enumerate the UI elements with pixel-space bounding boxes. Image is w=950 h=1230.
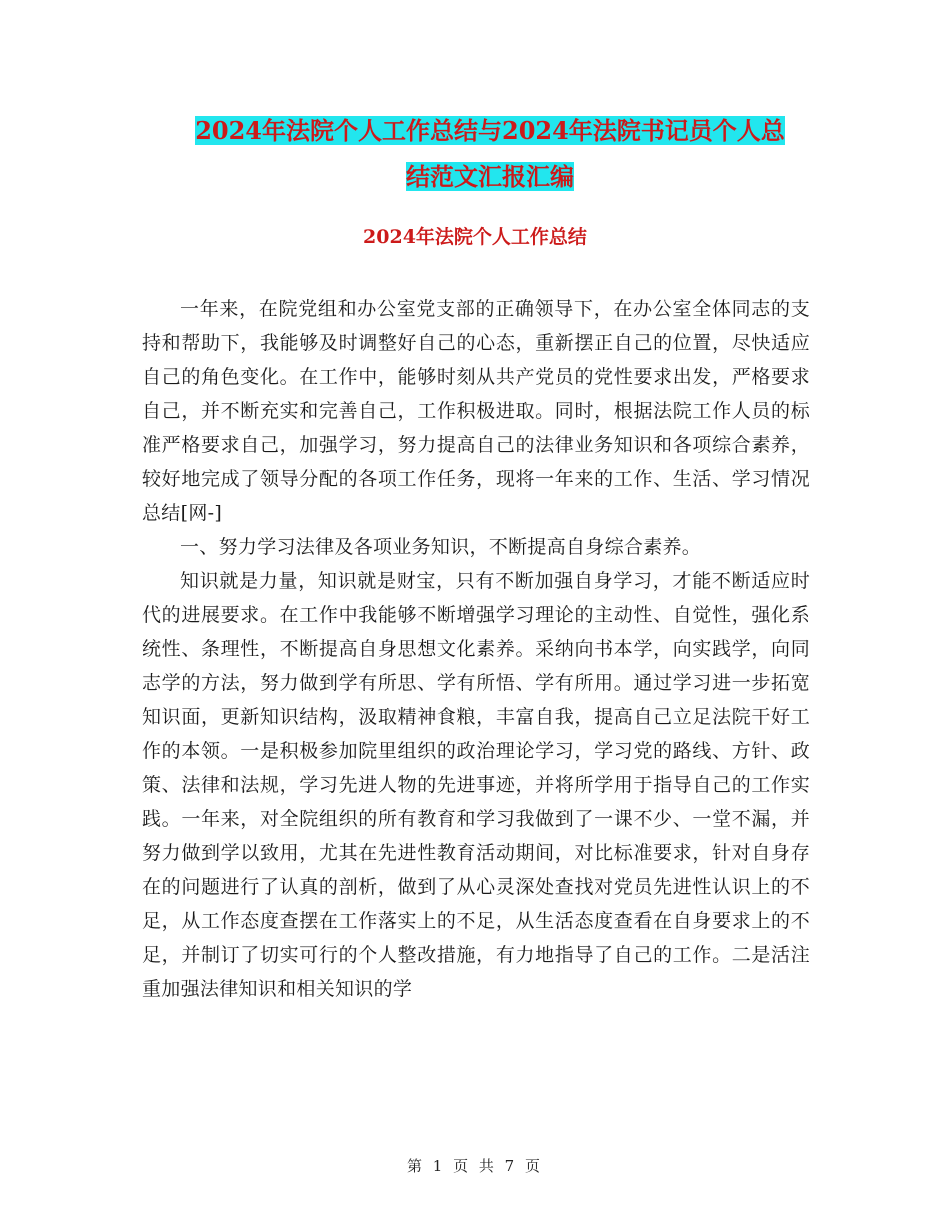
paragraph-heading-1: 一、努力学习法律及各项业务知识，不断提高自身综合素养。	[180, 536, 702, 558]
title-line-2: 结范文汇报汇编	[406, 162, 574, 191]
paragraph-study: 知识就是力量，知识就是财宝，只有不断加强自身学习，才能不断适应时代的进展要求。在工作中我能够不断增强学习理论的主动性、自觉性，强化系统性、条理性，不断提高自身思想文化素养。采纳向书本学，向实践学，向同志学的方法，努力做到学有所思、学有所悟、学有所用。通过学习进一步拓宽知识面，更新知识结构，汲取精神食粮，丰富自我，提高自己立足法院干好工作的本领。一是积极参加院里组织的政治理论学习，学习党的路线、方针、政策、法律和法规，学习先进人物的先进事迹，并将所学用于指导自己的工作实践。一年来，对全院组织的所有教育和学习我做到了一课不少、一堂不漏，并努力做到学以致用，尤其在先进性教育活动期间，对比标准要求，针对自身存在的问题进行了认真的剖析，做到了从心灵深处查找对党员先进性认识上的不足，从工作态度查摆在工作落实上的不足，从生活态度查看在自身要求上的不足，并制订了切实可行的个人整改措施，有力地指导了自己的工作。二是活注重加强法律知识和相关知识的学	[142, 570, 810, 1000]
title-line-1: 2024年法院个人工作总结与2024年法院书记员个人总	[195, 116, 785, 145]
paragraph-intro: 一年来，在院党组和办公室党支部的正确领导下，在办公室全体同志的支持和帮助下，我能够及时调整好自己的心态，重新摆正自己的位置，尽快适应自己的角色变化。在工作中，能够时刻从共产党员的党性要求出发，严格要求自己，并不断充实和完善自己，工作积极进取。同时，根据法院工作人员的标准严格要求自己，加强学习，努力提高自己的法律业务知识和各项综合素养，较好地完成了领导分配的各项工作任务，现将一年来的工作、生活、学习情况总结[网-]	[142, 298, 810, 524]
section-title: 2024年法院个人工作总结	[363, 226, 587, 248]
page-number-footer: 第 1 页 共 7 页	[407, 1157, 543, 1175]
document-title	[140, 108, 840, 200]
document-body	[142, 292, 810, 1006]
